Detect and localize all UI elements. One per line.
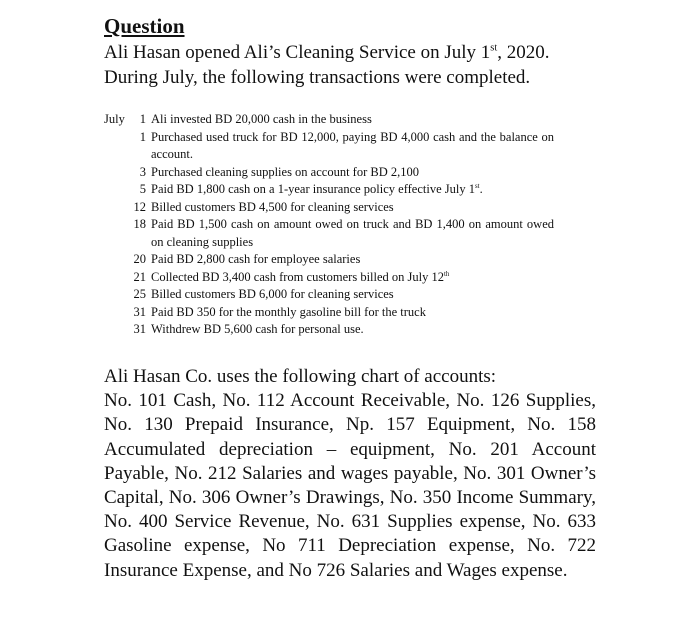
intro-text-prefix: Ali Hasan opened Ali’s Cleaning Service on July 1 xyxy=(104,42,491,63)
transaction-description xyxy=(151,129,554,164)
transaction-day: 21 xyxy=(133,269,146,284)
transaction-text: Paid BD 1,500 cash on amount owed on truck and BD 1,400 on amount owed on cleaning supplies xyxy=(151,217,554,249)
transaction-item xyxy=(104,216,554,251)
transaction-text: Withdrew BD 5,600 cash for personal use. xyxy=(151,322,364,336)
transaction-list xyxy=(104,111,554,339)
transaction-day: 18 xyxy=(133,217,146,231)
chart-of-accounts-lead: Ali Hasan Co. uses the following chart of accounts: xyxy=(104,366,497,387)
intro-text-suffix: , 2020. During July, the following transactions were completed. xyxy=(104,42,550,88)
transaction-description xyxy=(151,269,554,287)
transaction-item xyxy=(104,111,554,129)
transaction-day: 5 xyxy=(139,182,146,196)
transaction-text-after: . xyxy=(479,182,483,196)
transaction-item xyxy=(104,269,554,287)
transaction-item xyxy=(104,321,554,339)
transaction-day: 12 xyxy=(133,199,146,214)
transaction-item xyxy=(104,199,554,217)
transaction-month: July xyxy=(104,112,125,126)
transaction-description xyxy=(151,181,554,199)
transaction-description xyxy=(151,199,554,217)
transaction-day: 20 xyxy=(133,252,146,266)
transaction-text: Paid BD 1,800 cash on a 1-year insurance policy effective July 1 xyxy=(151,182,475,196)
transaction-day: 1 xyxy=(139,112,146,126)
transaction-text: Purchased cleaning supplies on account for BD 2,100 xyxy=(151,164,419,179)
transaction-description xyxy=(151,251,554,269)
chart-of-accounts xyxy=(104,365,596,583)
transaction-description xyxy=(151,304,554,322)
transaction-text: Paid BD 2,800 cash for employee salaries xyxy=(151,252,361,266)
transaction-item xyxy=(104,251,554,269)
transaction-day: 1 xyxy=(139,129,146,144)
transaction-description xyxy=(151,286,554,304)
transaction-day: 25 xyxy=(133,287,146,301)
transaction-text: Billed customers BD 6,000 for cleaning services xyxy=(151,287,394,301)
question-intro xyxy=(104,40,604,90)
transaction-text: Ali invested BD 20,000 cash in the business xyxy=(151,112,372,126)
transaction-item xyxy=(104,286,554,304)
transaction-text: Billed customers BD 4,500 for cleaning services xyxy=(151,199,394,214)
transaction-ordinal-suffix: th xyxy=(444,270,450,278)
question-heading: Question xyxy=(104,14,185,38)
transaction-text: Collected BD 3,400 cash from customers billed on July 12 xyxy=(151,269,445,284)
chart-of-accounts-list: No. 101 Cash, No. 112 Account Receivable, No. 126 Supplies, No. 130 Prepaid Insurance, Np. 157 Equipment, No. 158 Accumulated depreciation – equipment, No. 201 Account Payable, No. 212 Salaries and wages payable, No. 301 Owner’s Capital, No. 306 Owner’s Drawings, No. 350 Income Summary, No. 400 Service Revenue, No. 631 Supplies expense, No. 633 Gasoline expense, No 711 Depreciation expense, No. 722 Insurance Expense, and No 726 Salaries and Wages expense. xyxy=(104,390,596,581)
transaction-text: Purchased used truck for BD 12,000, paying BD 4,000 cash and the balance on account. xyxy=(151,129,554,161)
transaction-description xyxy=(151,321,554,339)
transaction-day: 31 xyxy=(133,304,146,319)
transaction-item xyxy=(104,181,554,199)
transaction-text: Paid BD 350 for the monthly gasoline bill for the truck xyxy=(151,304,426,319)
transaction-ordinal-suffix: st xyxy=(474,182,480,190)
transaction-item xyxy=(104,164,554,182)
transaction-day: 31 xyxy=(133,322,146,336)
transaction-item xyxy=(104,304,554,322)
transaction-item xyxy=(104,129,554,164)
intro-ordinal-suffix: st xyxy=(490,42,498,54)
transaction-description xyxy=(151,111,554,129)
transaction-description xyxy=(151,216,554,251)
transaction-day: 3 xyxy=(139,164,146,179)
transaction-description xyxy=(151,164,554,182)
